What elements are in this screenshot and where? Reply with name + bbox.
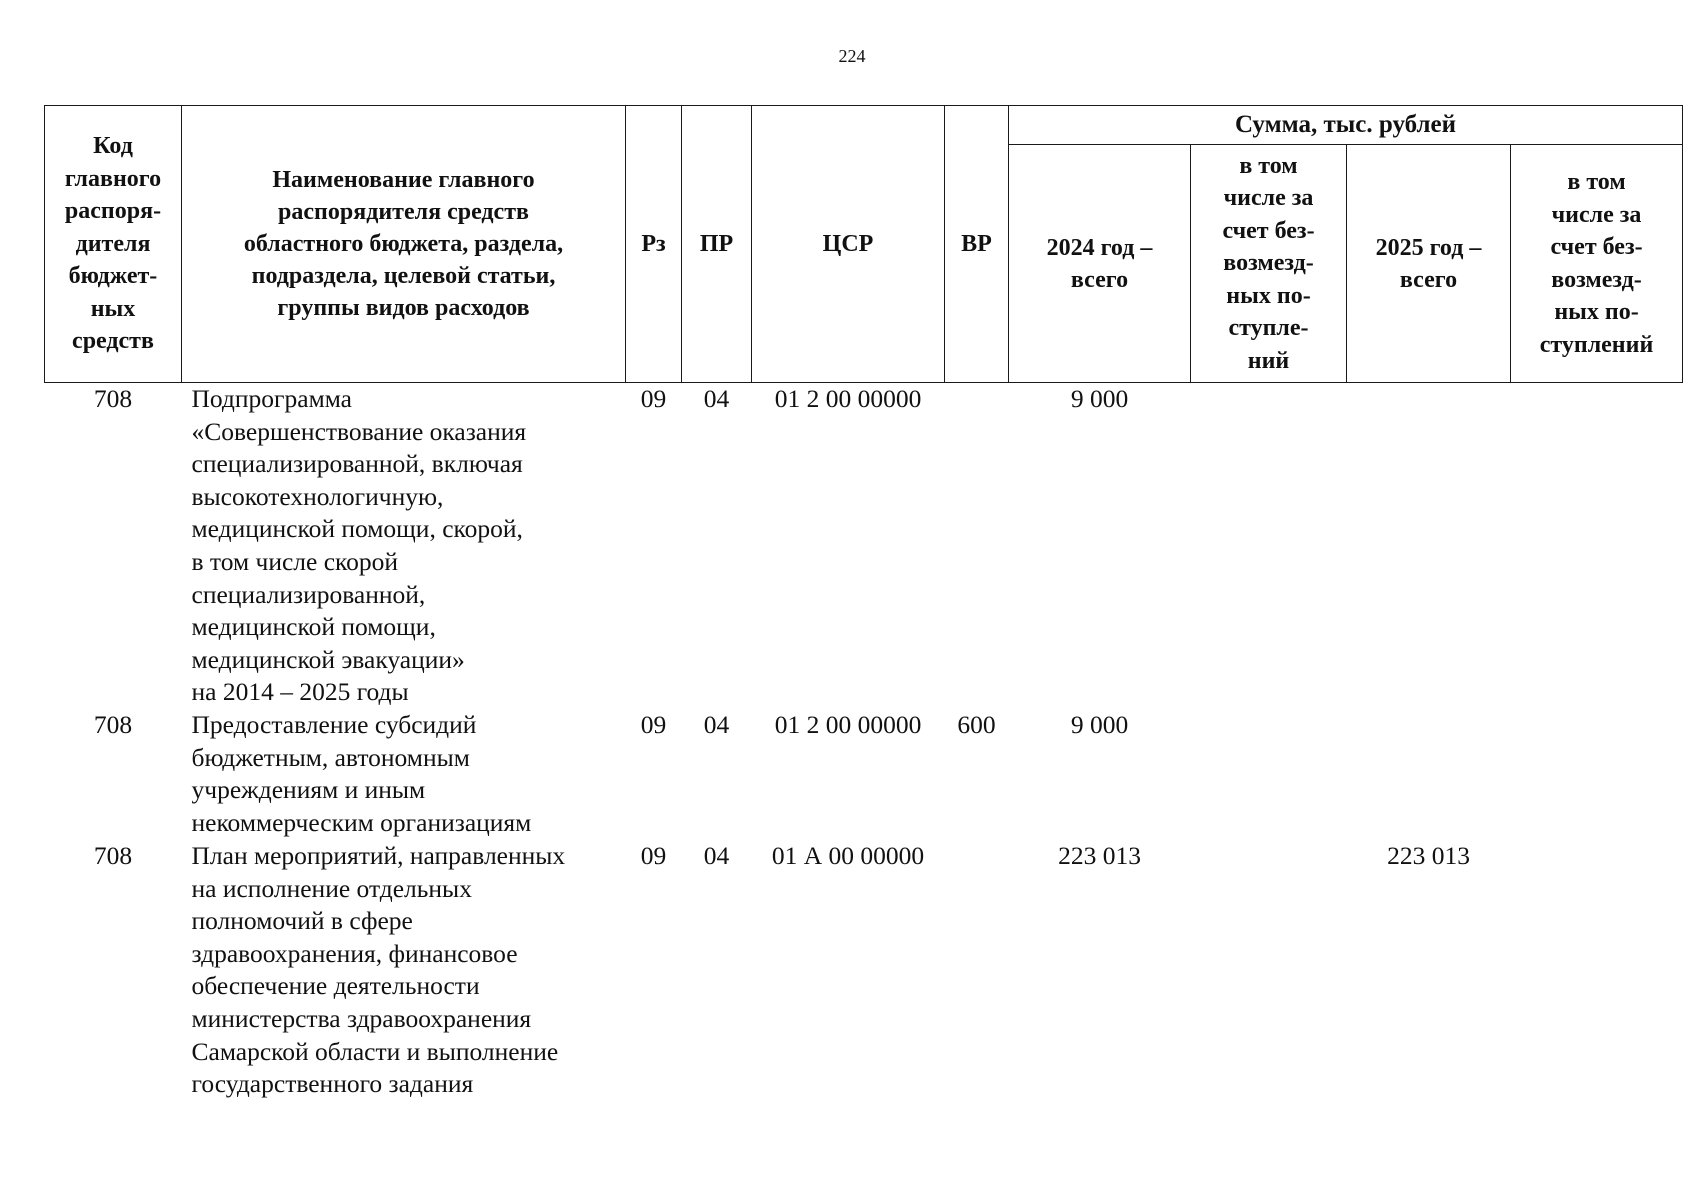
- header-2025-total: [1347, 145, 1511, 383]
- cell-2025-total: [1347, 383, 1511, 709]
- cell-code: 708: [93, 384, 133, 413]
- text-line: главного: [64, 165, 162, 192]
- cell-csr: 01 2 00 00000: [774, 384, 922, 413]
- text-line: Наименование главного: [272, 167, 535, 193]
- cell-2024-total: 223 013: [1058, 840, 1141, 870]
- header-2025-total-lines: [1351, 232, 1506, 296]
- text-line: ступле-: [1228, 315, 1309, 342]
- text-line: в том числе скорой: [191, 546, 399, 576]
- cell-name: [182, 840, 626, 1102]
- text-line: медицинской помощи,: [191, 612, 436, 642]
- text-line: медицинской помощи, скорой,: [191, 514, 523, 544]
- cell-rz: 09: [640, 709, 667, 739]
- text-line: полномочий в сфере: [191, 906, 413, 936]
- cell-2024-gratuitous: [1191, 840, 1347, 1102]
- text-line: Самарской области и выполнение: [191, 1036, 559, 1066]
- cell-code: 708: [93, 709, 133, 739]
- text-line: обеспечение деятельности: [191, 971, 480, 1001]
- text-line: распоря-: [64, 198, 162, 225]
- text-line: счет без-: [1550, 234, 1643, 260]
- text-line: числе за: [1551, 201, 1642, 228]
- text-line: на 2014 – 2025 годы: [191, 677, 409, 707]
- text-line: ных по-: [1226, 282, 1311, 309]
- cell-name: [182, 709, 626, 840]
- text-line: высокотехнологичную,: [191, 481, 444, 511]
- cell-name: [182, 383, 626, 709]
- cell-vr: 600: [957, 709, 996, 739]
- text-line: Предоставление субсидий: [191, 709, 477, 739]
- text-line: распорядителя средств: [278, 199, 529, 225]
- cell-pr: 04: [703, 840, 730, 870]
- header-2024-total: [1009, 145, 1191, 383]
- text-line: ных: [90, 295, 136, 322]
- cell-2025-gratuitous: [1511, 709, 1683, 840]
- text-line: 2025 год –: [1375, 234, 1482, 261]
- text-line: 2024 год –: [1046, 234, 1153, 261]
- text-line: дителя: [75, 230, 151, 257]
- cell-2024-total: 9 000: [1070, 384, 1129, 413]
- text-line: Код: [93, 133, 133, 160]
- header-csr: ЦСР: [752, 106, 945, 383]
- table-body: [45, 383, 1683, 1102]
- cell-2024-gratuitous: [1191, 709, 1347, 840]
- text-line: специализированной,: [191, 579, 426, 609]
- text-line: счет без-: [1222, 217, 1315, 244]
- text-line: государственного задания: [191, 1069, 474, 1099]
- text-line: медицинской эвакуации»: [191, 644, 465, 674]
- text-line: группы видов расходов: [277, 295, 530, 321]
- cell-rz: 09: [640, 840, 667, 870]
- header-rz: Рз: [626, 106, 682, 383]
- text-line: всего: [1070, 266, 1129, 293]
- cell-name-lines: [192, 709, 622, 839]
- header-2025-gratuitous: [1511, 145, 1683, 383]
- cell-2024-total: 9 000: [1070, 709, 1129, 739]
- cell-vr: [945, 840, 1009, 1102]
- budget-table: [44, 105, 1683, 1102]
- text-line: подраздела, целевой статьи,: [251, 263, 556, 289]
- cell-name-lines: [192, 840, 622, 1101]
- header-code-lines: [49, 130, 177, 358]
- cell-2025-total: 223 013: [1387, 840, 1470, 870]
- cell-2024-gratuitous: [1191, 383, 1347, 709]
- text-line: бюджет-: [68, 263, 158, 290]
- text-line: числе за: [1223, 185, 1314, 212]
- cell-vr: [945, 383, 1009, 709]
- text-line: средств: [72, 328, 154, 355]
- cell-csr: 01 А 00 00000: [771, 840, 925, 870]
- text-line: областного бюджета, раздела,: [243, 231, 564, 257]
- table-row: [45, 383, 1683, 709]
- cell-pr: 04: [703, 709, 730, 739]
- cell-2025-total: [1347, 709, 1511, 840]
- text-line: в том: [1239, 152, 1298, 179]
- header-2024-gratuitous-lines: [1195, 150, 1342, 378]
- text-line: бюджетным, автономным: [191, 742, 470, 772]
- text-line: некоммерческим организациям: [191, 807, 532, 837]
- cell-2025-gratuitous: [1511, 840, 1683, 1102]
- header-2025-gratuitous-lines: [1515, 166, 1678, 361]
- text-line: возмезд-: [1223, 250, 1314, 277]
- text-line: на исполнение отдельных: [191, 873, 472, 903]
- table-header: [45, 106, 1683, 383]
- text-line: министерства здравоохранения: [191, 1003, 532, 1033]
- header-2024-gratuitous: [1191, 145, 1347, 383]
- table-row: [45, 840, 1683, 1102]
- cell-code: 708: [93, 840, 133, 870]
- text-line: здравоохранения, финансовое: [191, 938, 518, 968]
- header-name-lines: [186, 164, 621, 324]
- text-line: учреждениям и иным: [191, 775, 426, 805]
- header-2024-total-lines: [1013, 232, 1186, 296]
- cell-rz: 09: [640, 384, 667, 413]
- text-line: ний: [1247, 347, 1290, 374]
- cell-name-lines: [192, 383, 622, 709]
- text-line: специализированной, включая: [191, 449, 523, 479]
- header-pr: ПР: [682, 106, 752, 383]
- cell-csr: 01 2 00 00000: [774, 709, 922, 739]
- text-line: в том: [1567, 169, 1626, 195]
- table-row: [45, 709, 1683, 840]
- header-code: [45, 106, 182, 383]
- text-line: Подпрограмма: [191, 384, 352, 413]
- text-line: «Совершенствование оказания: [191, 416, 527, 446]
- text-line: План мероприятий, направленных: [191, 840, 566, 870]
- text-line: всего: [1399, 266, 1458, 293]
- header-vr: ВР: [945, 106, 1009, 383]
- cell-pr: 04: [703, 384, 730, 413]
- cell-2025-gratuitous: [1511, 383, 1683, 709]
- text-line: ступлений: [1539, 331, 1654, 358]
- page-number: 224: [838, 46, 866, 66]
- header-sum-title: Сумма, тыс. рублей: [1009, 106, 1683, 145]
- text-line: ных по-: [1554, 299, 1639, 325]
- text-line: возмезд-: [1551, 266, 1642, 293]
- header-name: [182, 106, 626, 383]
